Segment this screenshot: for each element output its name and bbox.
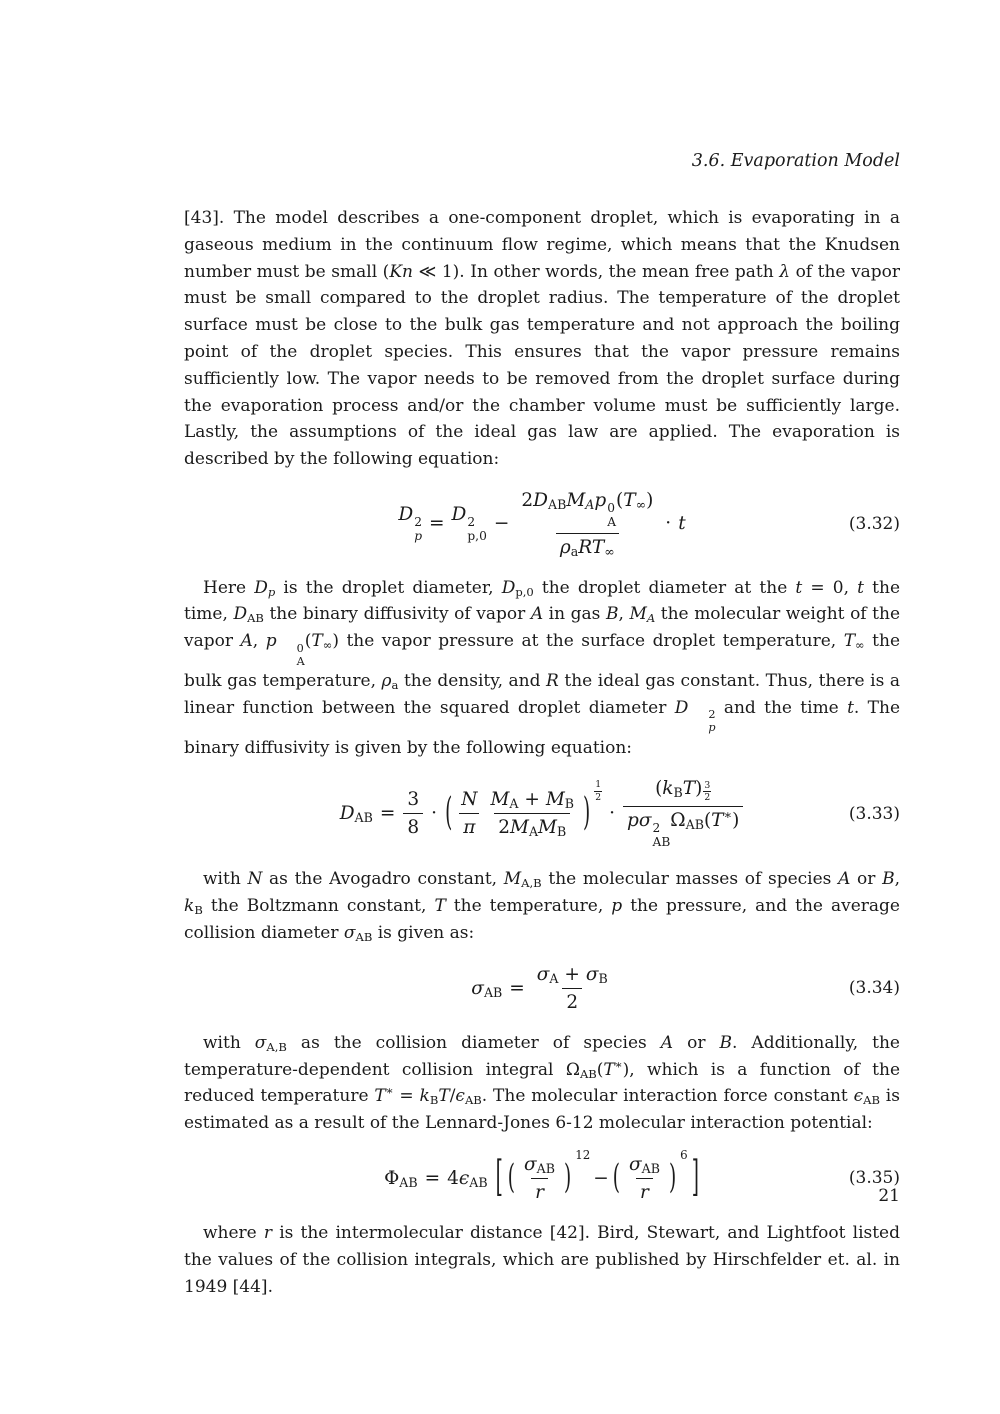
math-variable: B [719,1032,732,1053]
fraction: $\frac{N}{\pi}$ [461,789,478,839]
text-run: / [449,1086,456,1107]
text-run: is the intermolecular distance [42]. Bird, Stewart, and Lightfoot listed the values of the collision integrals, which are published by Hirschfelder et. al. in 1949 [44]. [184,1222,901,1297]
equation-math [471,964,612,1013]
exponent-three-halves: $\frac{3}{2}$ [704,779,711,803]
text-run: the droplet diameter at the [533,577,796,598]
fraction: $\frac{M_A + M_B}{2M_AM_B}$ [490,789,575,840]
math-superscript: ∗ [385,1084,394,1099]
math-variable: D [501,577,516,598]
text-run: where [203,1222,264,1243]
math-subscript: A,B [266,1039,287,1054]
equation-3-34 [184,964,900,1013]
math-variable: p [611,896,623,917]
text-run: ( [596,1059,604,1080]
math-variable: T [434,896,446,917]
text-run: the bulk gas temperature, [184,631,901,692]
math-subscript: B [194,903,203,918]
math-subscript: AB [247,611,264,626]
math-variable: σ [254,1032,267,1053]
text-run: and the time [715,697,848,718]
text-run: = [393,1086,420,1107]
math-variable: T [438,1086,450,1107]
equation-3-32 [184,490,900,558]
text-run: , [252,631,266,652]
text-run: the pressure, and the average collision diameter [184,896,900,943]
math-subscript: AB [464,1093,482,1108]
math-variable: T [843,631,856,652]
equals-sign: = [379,803,396,825]
math-variable: B [605,604,619,625]
math-subscript: ∞ [322,638,333,653]
math-variable: ϵ [455,1086,465,1107]
math-subscript: ∞ [855,638,865,653]
section-header [184,150,900,172]
paragraph-5 [184,1220,900,1300]
math-subscript: p [267,584,276,599]
equation-number-3-34: (3.34) [848,978,900,999]
paragraph-3 [184,866,900,946]
text-run: with [203,1032,255,1053]
paragraph-4 [184,1030,900,1137]
left-paren: ( [507,1159,515,1198]
text-run: of the vapor must be small compared to the droplet radius. The temperature of the droplet surface must be close to the bulk gas temperature and not approach the boiling point of the droplet species. This ensures that the vapor pressure remains sufficiently low. The vapor needs to be removed from the droplet surface during the evaporation process and/or the chamber volume must be sufficiently large. Lastly, the assumptions of the ideal gas law are applied. The evaporation is described by the following equation: [184,261,901,470]
paragraph-1 [184,205,900,473]
text-run: [43]. The model describes a one-component droplet, which is evaporating in a gaseous medium in the continuum flow regime, which means that the Knudsen number must be small ( [184,208,900,282]
math-variable: R [546,671,559,692]
fraction: $\frac{\sigma_{AB}}{r}$ [628,1153,660,1203]
left-paren: ( [445,791,453,836]
equals-sign: = [424,1167,441,1189]
text-run: = 0, [802,577,858,598]
math-supsub: 2 p [708,708,716,735]
fraction-numerator: $2D_{AB}M_Ap$ 0 A $(T_\infty)$ [521,489,654,530]
page-number: 21 [878,1186,900,1206]
math-token: D 2 p [398,503,423,544]
text-run: the Boltzmann constant, [202,896,435,917]
text-run: . The molecular interaction force constant [481,1086,854,1107]
text-run: . Additionally, the temperature-dependent collision integral [184,1032,900,1080]
text-run: ), which is a function of the reduced temperature [184,1059,900,1107]
text-run: the ideal gas constant. Thus, there is a linear function between the squared droplet diameter [184,671,900,718]
exponent-6: 6 [680,1147,688,1162]
math-variable: k [419,1086,430,1107]
cdot-operator: · [609,803,616,825]
text-run: the molecular masses of species [541,869,839,890]
exponent-one-half: 1 2 [595,779,602,803]
left-paren: ( [612,1159,620,1198]
math-variable: σ [343,922,356,943]
exponent-12: 12 [575,1147,591,1162]
math-subscript: B [429,1093,439,1108]
right-paren: ) [583,791,591,836]
math-variable: D [254,577,268,598]
text-run: or [850,869,883,890]
math-variable: M [629,604,647,625]
math-variable: r [263,1222,273,1243]
math-variable: t [847,697,854,718]
text-run: with [203,869,248,890]
math-variable: Kn [389,261,413,282]
fraction-denominator: $\rho_aRT_\infty$ [556,533,619,558]
text-run: or [673,1032,720,1053]
math-token: D 2 p,0 [451,503,487,544]
math-variable: A [660,1032,674,1053]
math-token: $\Phi_{AB}$ [384,1167,418,1191]
text-run: the temperature, [445,896,612,917]
equation-math [398,490,685,558]
math-variable: T [603,1059,615,1080]
right-paren: ) [668,1159,677,1198]
text-run: the time, [184,577,901,625]
equals-sign: = [429,513,445,535]
math-variable: T [374,1086,386,1107]
math-variable: B [882,869,895,890]
fraction: $(k_BT)$ $\frac{3}{2}$ pσ 2 AB $\Omega_{AB}(T^∗)$ [623,778,743,849]
paragraph-2 [184,575,900,762]
math-variable: ρ [381,671,392,692]
math-variable: t [795,577,803,598]
math-token: $\sigma_{AB}$ [471,977,503,1000]
equation-3-33 [184,778,900,849]
math-subscript: A [646,611,656,626]
math-subscript: AB [355,929,373,944]
text-run: . The binary diffusivity is given by the following equation: [184,697,900,758]
text-run: as the collision diameter of species [286,1032,661,1053]
math-token: t [678,513,686,535]
fraction [517,490,657,558]
math-variable: ϵ [853,1086,864,1107]
text-run: is estimated as a result of the Lennard-Jones 6-12 molecular interaction potential: [184,1086,900,1134]
fraction: $\frac{\sigma_{AB}}{r}$ [524,1153,555,1203]
parenthesized-group [444,779,602,840]
math-variable: A [240,631,253,652]
text-run: is given as: [372,922,475,943]
equation-number-3-35: (3.35) [848,1168,900,1189]
left-bracket: [ [495,1154,503,1202]
minus-sign: − [493,513,510,535]
math-variable: D [674,697,689,718]
math-variable: M [503,869,522,890]
text-run: , [618,604,630,625]
text-run: is the droplet diameter, [275,577,502,598]
math-subscript: AB [579,1066,597,1081]
page-content [184,150,900,1317]
math-token: $D_{AB}$ [339,803,373,826]
math-variable: D [233,604,248,625]
math-subscript: AB [863,1093,880,1108]
math-variable: A [838,869,851,890]
equation-math [340,778,745,849]
text-run: the binary diffusivity of vapor [263,604,531,625]
equation-number-3-32: (3.32) [848,513,900,534]
text-run: as the Avogadro constant, [262,869,504,890]
minus-sign: − [593,1167,609,1189]
equation-number-3-33: (3.33) [848,803,900,824]
equals-sign: = [509,977,525,999]
text-run: ≪ 1). In other words, the mean free path [412,261,780,282]
text-run: the density, and [398,671,547,692]
text-run: ) the vapor pressure at the surface droplet temperature, [332,631,844,652]
right-paren: ) [563,1159,572,1198]
section-header-text: 3.6. Evaporation Model [691,151,900,171]
fraction: $\frac{3}{8}$ [403,789,423,838]
text-run: Here [203,577,255,598]
cdot-operator: · [665,513,672,535]
math-superscript: ∗ [614,1057,623,1072]
math-variable: t [857,577,865,598]
text-run: , [894,869,900,890]
right-bracket: ] [691,1154,699,1202]
text-run: Ω [565,1059,580,1080]
math-subscript: A,B [521,876,542,891]
math-variable: k [184,896,195,917]
math-variable: T [311,631,323,652]
math-token: $4\epsilon_{AB}$ [447,1167,488,1191]
text-run: the molecular weight of the vapor [184,604,901,652]
fraction: $\frac{\sigma_A + \sigma_B}{2}$ [536,963,608,1013]
math-subscript: a [391,677,399,692]
math-variable: N [247,869,263,890]
math-subscript: p,0 [515,584,534,599]
text-run: ( [304,631,312,652]
math-supsub: 0 A [296,641,305,668]
math-variable: λ [779,261,791,282]
math-variable: A [530,604,544,625]
text-run: in gas [543,604,606,625]
math-variable: p [265,631,277,652]
cdot-operator: · [431,803,438,825]
